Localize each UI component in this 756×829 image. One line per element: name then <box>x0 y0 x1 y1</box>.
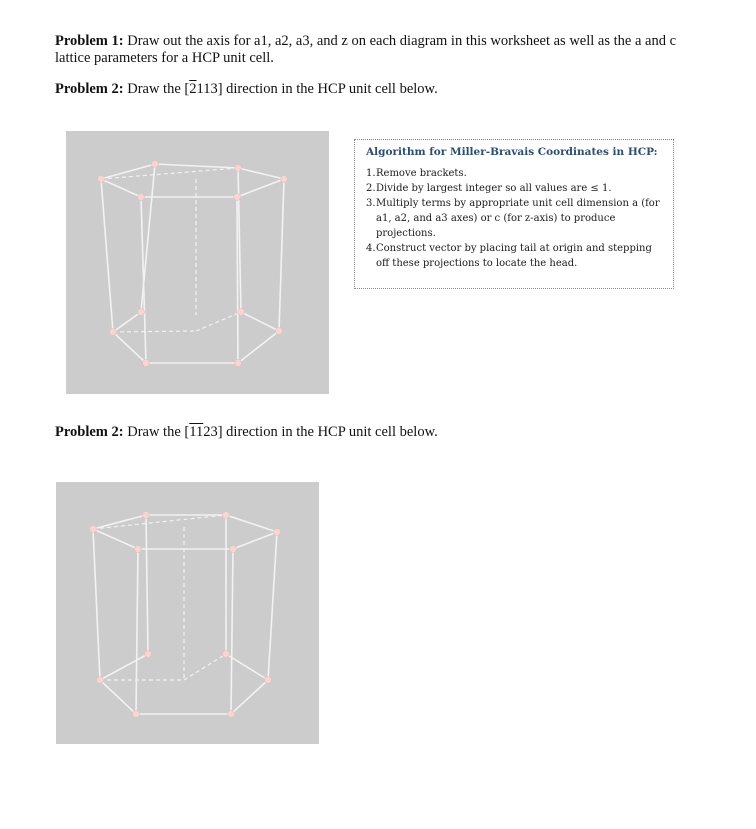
problem-2b-suffix: direction in the HCP unit cell below. <box>222 424 438 440</box>
hcp-cell-drawing-2 <box>56 482 319 744</box>
problem-2a-prefix: Draw the [ <box>123 81 190 97</box>
hcp-cell-drawing-1 <box>66 131 329 394</box>
problem-1-body: Draw out the axis for a1, a2, a3, and z on each diagram in this worksheet as well as the a and c lattice parameters for a HCP unit cell. <box>55 33 677 66</box>
hcp-unit-cell-image-1 <box>66 131 329 394</box>
algorithm-step-1: 1. Remove brackets. <box>366 168 467 179</box>
problem-2a-label: Problem 2: <box>55 81 124 97</box>
algorithm-step-4: 4. Construct vector by placing tail at origin and stepping off these projections to locate the head. <box>366 243 652 269</box>
problem-1-text <box>55 33 695 67</box>
problem-2a-text <box>55 81 438 98</box>
problem-2b-text <box>55 424 438 441</box>
problem-2a-overlined-index: 2 <box>189 81 197 97</box>
algorithm-steps <box>366 166 666 271</box>
problem-2b-label: Problem 2: <box>55 424 124 440</box>
algorithm-title: Algorithm for Miller-Bravais Coordinates in HCP: <box>366 146 658 158</box>
algorithm-step-3: 3. Multiply terms by appropriate unit cell dimension a (for a1, a2, and a3 axes) or c (for z-axis) to produce projections. <box>366 198 660 239</box>
algorithm-box <box>354 139 674 289</box>
problem-2b-index-rest: 23] <box>203 424 223 440</box>
problem-2a-index-rest: 113] <box>196 81 223 97</box>
problem-2b-prefix: Draw the [ <box>123 424 190 440</box>
problem-1-label: Problem 1: <box>55 33 124 49</box>
hcp-unit-cell-image-2 <box>56 482 319 744</box>
problem-2a-suffix: direction in the HCP unit cell below. <box>222 81 438 97</box>
problem-2b-overlined-index: 11 <box>189 424 204 440</box>
algorithm-step-2: 2. Divide by largest integer so all values are ≤ 1. <box>366 183 612 194</box>
